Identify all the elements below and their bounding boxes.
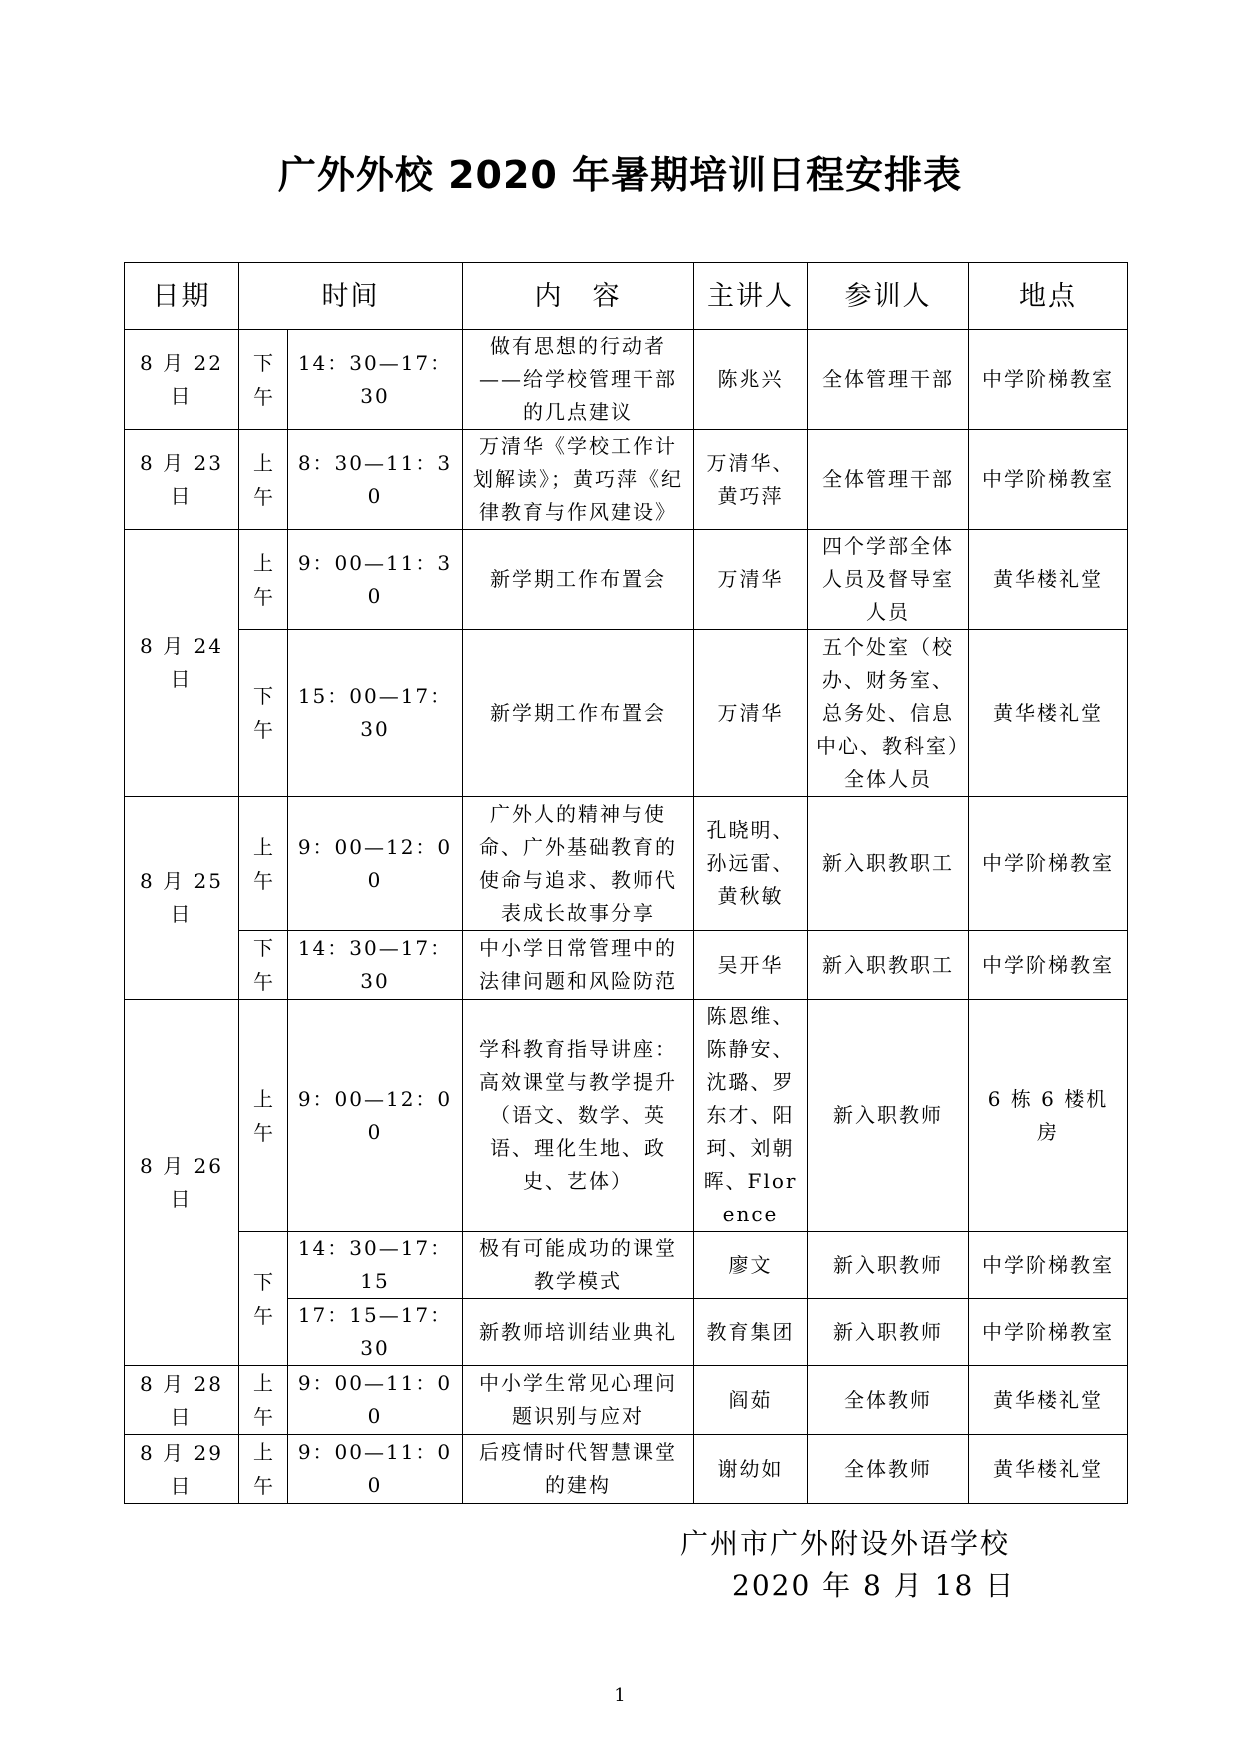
date-cell: 8 月 24 日: [125, 530, 239, 797]
time-cell: 9：00—11：30: [288, 530, 463, 630]
location-cell: 中学阶梯教室: [969, 931, 1128, 1000]
time-cell: 9：00—11：00: [288, 1366, 463, 1435]
content-cell: 新学期工作布置会: [463, 630, 694, 797]
content-cell: 万清华《学校工作计划解读》；黄巧萍《纪律教育与作风建设》: [463, 430, 694, 530]
location-cell: 中学阶梯教室: [969, 797, 1128, 931]
speaker-cell: 谢幼如: [694, 1435, 808, 1504]
time-cell: 9：00—12：00: [288, 1000, 463, 1232]
signature-date: 2020 年 8 月 18 日: [732, 1569, 1016, 1602]
date-cell: 8 月 23 日: [125, 430, 239, 530]
time-cell: 9：00—11：00: [288, 1435, 463, 1504]
content-cell: 新教师培训结业典礼: [463, 1299, 694, 1366]
header-content: 内 容: [463, 263, 694, 330]
table-row: [125, 1232, 1128, 1299]
speaker-cell: 万清华、黄巧萍: [694, 430, 808, 530]
speaker-cell: 陈兆兴: [694, 330, 808, 430]
time-cell: 17：15—17：30: [288, 1299, 463, 1366]
period-cell: 下午: [239, 330, 288, 430]
location-cell: 黄华楼礼堂: [969, 630, 1128, 797]
location-cell: 黄华楼礼堂: [969, 1366, 1128, 1435]
content-cell: 中小学生常见心理问题识别与应对: [463, 1366, 694, 1435]
time-cell: 14：30—17：30: [288, 931, 463, 1000]
schedule-table: [124, 262, 1128, 1504]
period-cell: 上午: [239, 430, 288, 530]
table-header-row: [125, 263, 1128, 330]
location-cell: 中学阶梯教室: [969, 430, 1128, 530]
speaker-cell: 万清华: [694, 630, 808, 797]
attendees-cell: 新入职教师: [808, 1299, 969, 1366]
location-cell: 黄华楼礼堂: [969, 530, 1128, 630]
attendees-cell: 全体管理干部: [808, 330, 969, 430]
attendees-cell: 新入职教职工: [808, 797, 969, 931]
attendees-cell: 新入职教师: [808, 1000, 969, 1232]
content-cell: 做有思想的行动者——给学校管理干部的几点建议: [463, 330, 694, 430]
time-cell: 14：30—17：15: [288, 1232, 463, 1299]
table-row: [125, 530, 1128, 630]
speaker-cell: 陈恩维、陈静安、沈璐、罗东才、阳珂、刘朝晖、Florence: [694, 1000, 808, 1232]
page-title: 广外外校 2020 年暑期培训日程安排表: [277, 153, 963, 197]
period-cell: 上午: [239, 1435, 288, 1504]
speaker-cell: 廖文: [694, 1232, 808, 1299]
table-row: [125, 330, 1128, 430]
content-cell: 极有可能成功的课堂教学模式: [463, 1232, 694, 1299]
attendees-cell: 新入职教师: [808, 1232, 969, 1299]
location-cell: 黄华楼礼堂: [969, 1435, 1128, 1504]
header-speaker: 主讲人: [694, 263, 808, 330]
table-row: [125, 931, 1128, 1000]
time-cell: 14：30—17：30: [288, 330, 463, 430]
speaker-cell: 阎茹: [694, 1366, 808, 1435]
header-time: 时间: [239, 263, 463, 330]
content-cell: 学科教育指导讲座：高效课堂与教学提升（语文、数学、英语、理化生地、政史、艺体）: [463, 1000, 694, 1232]
attendees-cell: 全体管理干部: [808, 430, 969, 530]
header-attendees: 参训人: [808, 263, 969, 330]
time-cell: 8：30—11：30: [288, 430, 463, 530]
location-cell: 中学阶梯教室: [969, 330, 1128, 430]
table-row: [125, 1366, 1128, 1435]
header-date: 日期: [125, 263, 239, 330]
location-cell: 6 栋 6 楼机房: [969, 1000, 1128, 1232]
date-cell: 8 月 22 日: [125, 330, 239, 430]
time-cell: 15：00—17：30: [288, 630, 463, 797]
period-cell: 下午: [239, 630, 288, 797]
speaker-cell: 万清华: [694, 530, 808, 630]
speaker-cell: 教育集团: [694, 1299, 808, 1366]
content-cell: 中小学日常管理中的法律问题和风险防范: [463, 931, 694, 1000]
speaker-cell: 吴开华: [694, 931, 808, 1000]
signature-organization: 广州市广外附设外语学校: [680, 1527, 1011, 1560]
content-cell: 广外人的精神与使命、广外基础教育的使命与追求、教师代表成长故事分享: [463, 797, 694, 931]
attendees-cell: 全体教师: [808, 1435, 969, 1504]
location-cell: 中学阶梯教室: [969, 1232, 1128, 1299]
attendees-cell: 新入职教职工: [808, 931, 969, 1000]
table-row: [125, 630, 1128, 797]
period-cell: 上午: [239, 1000, 288, 1232]
attendees-cell: 四个学部全体人员及督导室人员: [808, 530, 969, 630]
date-cell: 8 月 29 日: [125, 1435, 239, 1504]
page-number: 1: [614, 1685, 626, 1706]
attendees-cell: 全体教师: [808, 1366, 969, 1435]
table-row: [125, 430, 1128, 530]
period-cell: 下午: [239, 931, 288, 1000]
content-cell: 新学期工作布置会: [463, 530, 694, 630]
table-row: [125, 1435, 1128, 1504]
date-cell: 8 月 28 日: [125, 1366, 239, 1435]
location-cell: 中学阶梯教室: [969, 1299, 1128, 1366]
header-location: 地点: [969, 263, 1128, 330]
period-cell: 上午: [239, 797, 288, 931]
table-row: [125, 1000, 1128, 1232]
date-cell: 8 月 26 日: [125, 1000, 239, 1366]
signature-block: [680, 1523, 1015, 1607]
period-cell: 上午: [239, 1366, 288, 1435]
period-cell: 上午: [239, 530, 288, 630]
table-row: [125, 797, 1128, 931]
speaker-cell: 孔晓明、孙远雷、黄秋敏: [694, 797, 808, 931]
date-cell: 8 月 25 日: [125, 797, 239, 1000]
period-cell: 下午: [239, 1232, 288, 1366]
time-cell: 9：00—12：00: [288, 797, 463, 931]
attendees-cell: 五个处室（校办、财务室、总务处、信息中心、教科室）全体人员: [808, 630, 969, 797]
content-cell: 后疫情时代智慧课堂的建构: [463, 1435, 694, 1504]
